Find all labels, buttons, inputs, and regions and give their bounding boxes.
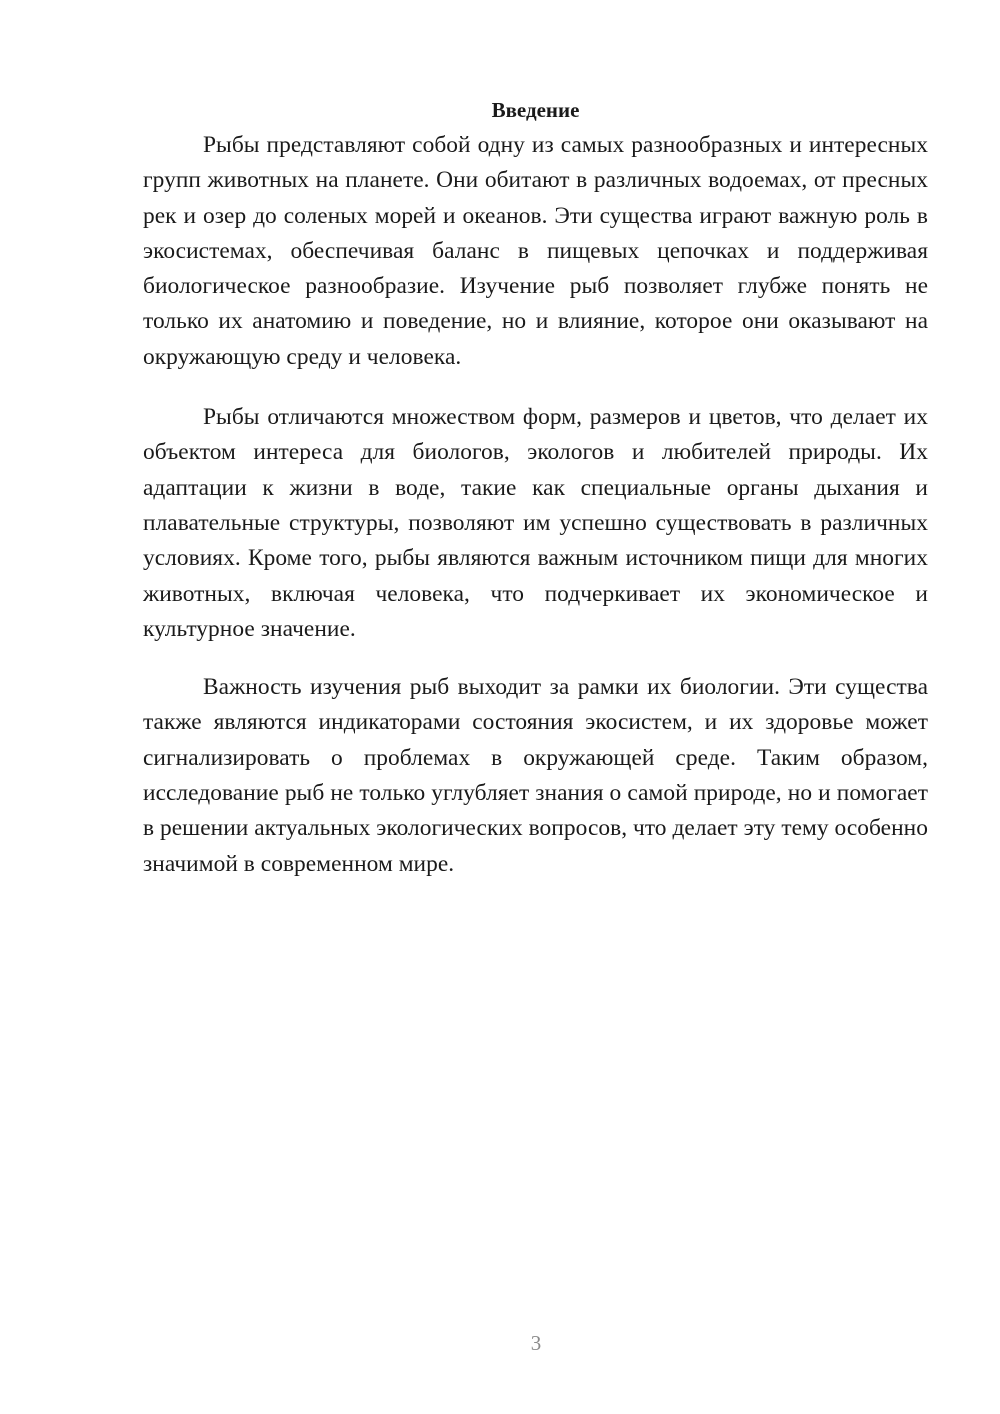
paragraph-1: Рыбы представляют собой одну из самых разнообразных и интересных групп животных на планете. Они обитают в различных водоемах, от пресных рек и озер до соленых морей и океанов. Эти существа играют важную роль в экосистемах, обеспечивая баланс в пищевых цепочках и поддерживая биологическое разнообразие. Изучение рыб позволяет глубже понять не только их анатомию и поведение, но и влияние, которое они оказывают на окружающую среду и человека. xyxy=(143,132,928,370)
paragraph-2: Рыбы отличаются множеством форм, размеров и цветов, что делает их объектом интереса для биологов, экологов и любителей природы. Их адаптации к жизни в воде, такие как специальные органы дыхания и плавательные структуры, позволяют им успешно существовать в различных условиях. Кроме того, рыбы являются важным источником пищи для многих животных, включая человека, что подчеркивает их экономическое и культурное значение. xyxy=(143,404,928,642)
page-number: 3 xyxy=(530,1331,542,1355)
section-title: Введение xyxy=(491,98,580,122)
paragraph-3: Важность изучения рыб выходит за рамки их биологии. Эти существа также являются индикаторами состояния экосистем, и их здоровье может сигнализировать о проблемах в окружающей среде. Таким образом, исследование рыб не только углубляет знания о самой природе, но и помогает в решении актуальных экологических вопросов, что делает эту тему особенно значимой в современном мире. xyxy=(143,674,928,877)
page-content xyxy=(143,95,928,882)
